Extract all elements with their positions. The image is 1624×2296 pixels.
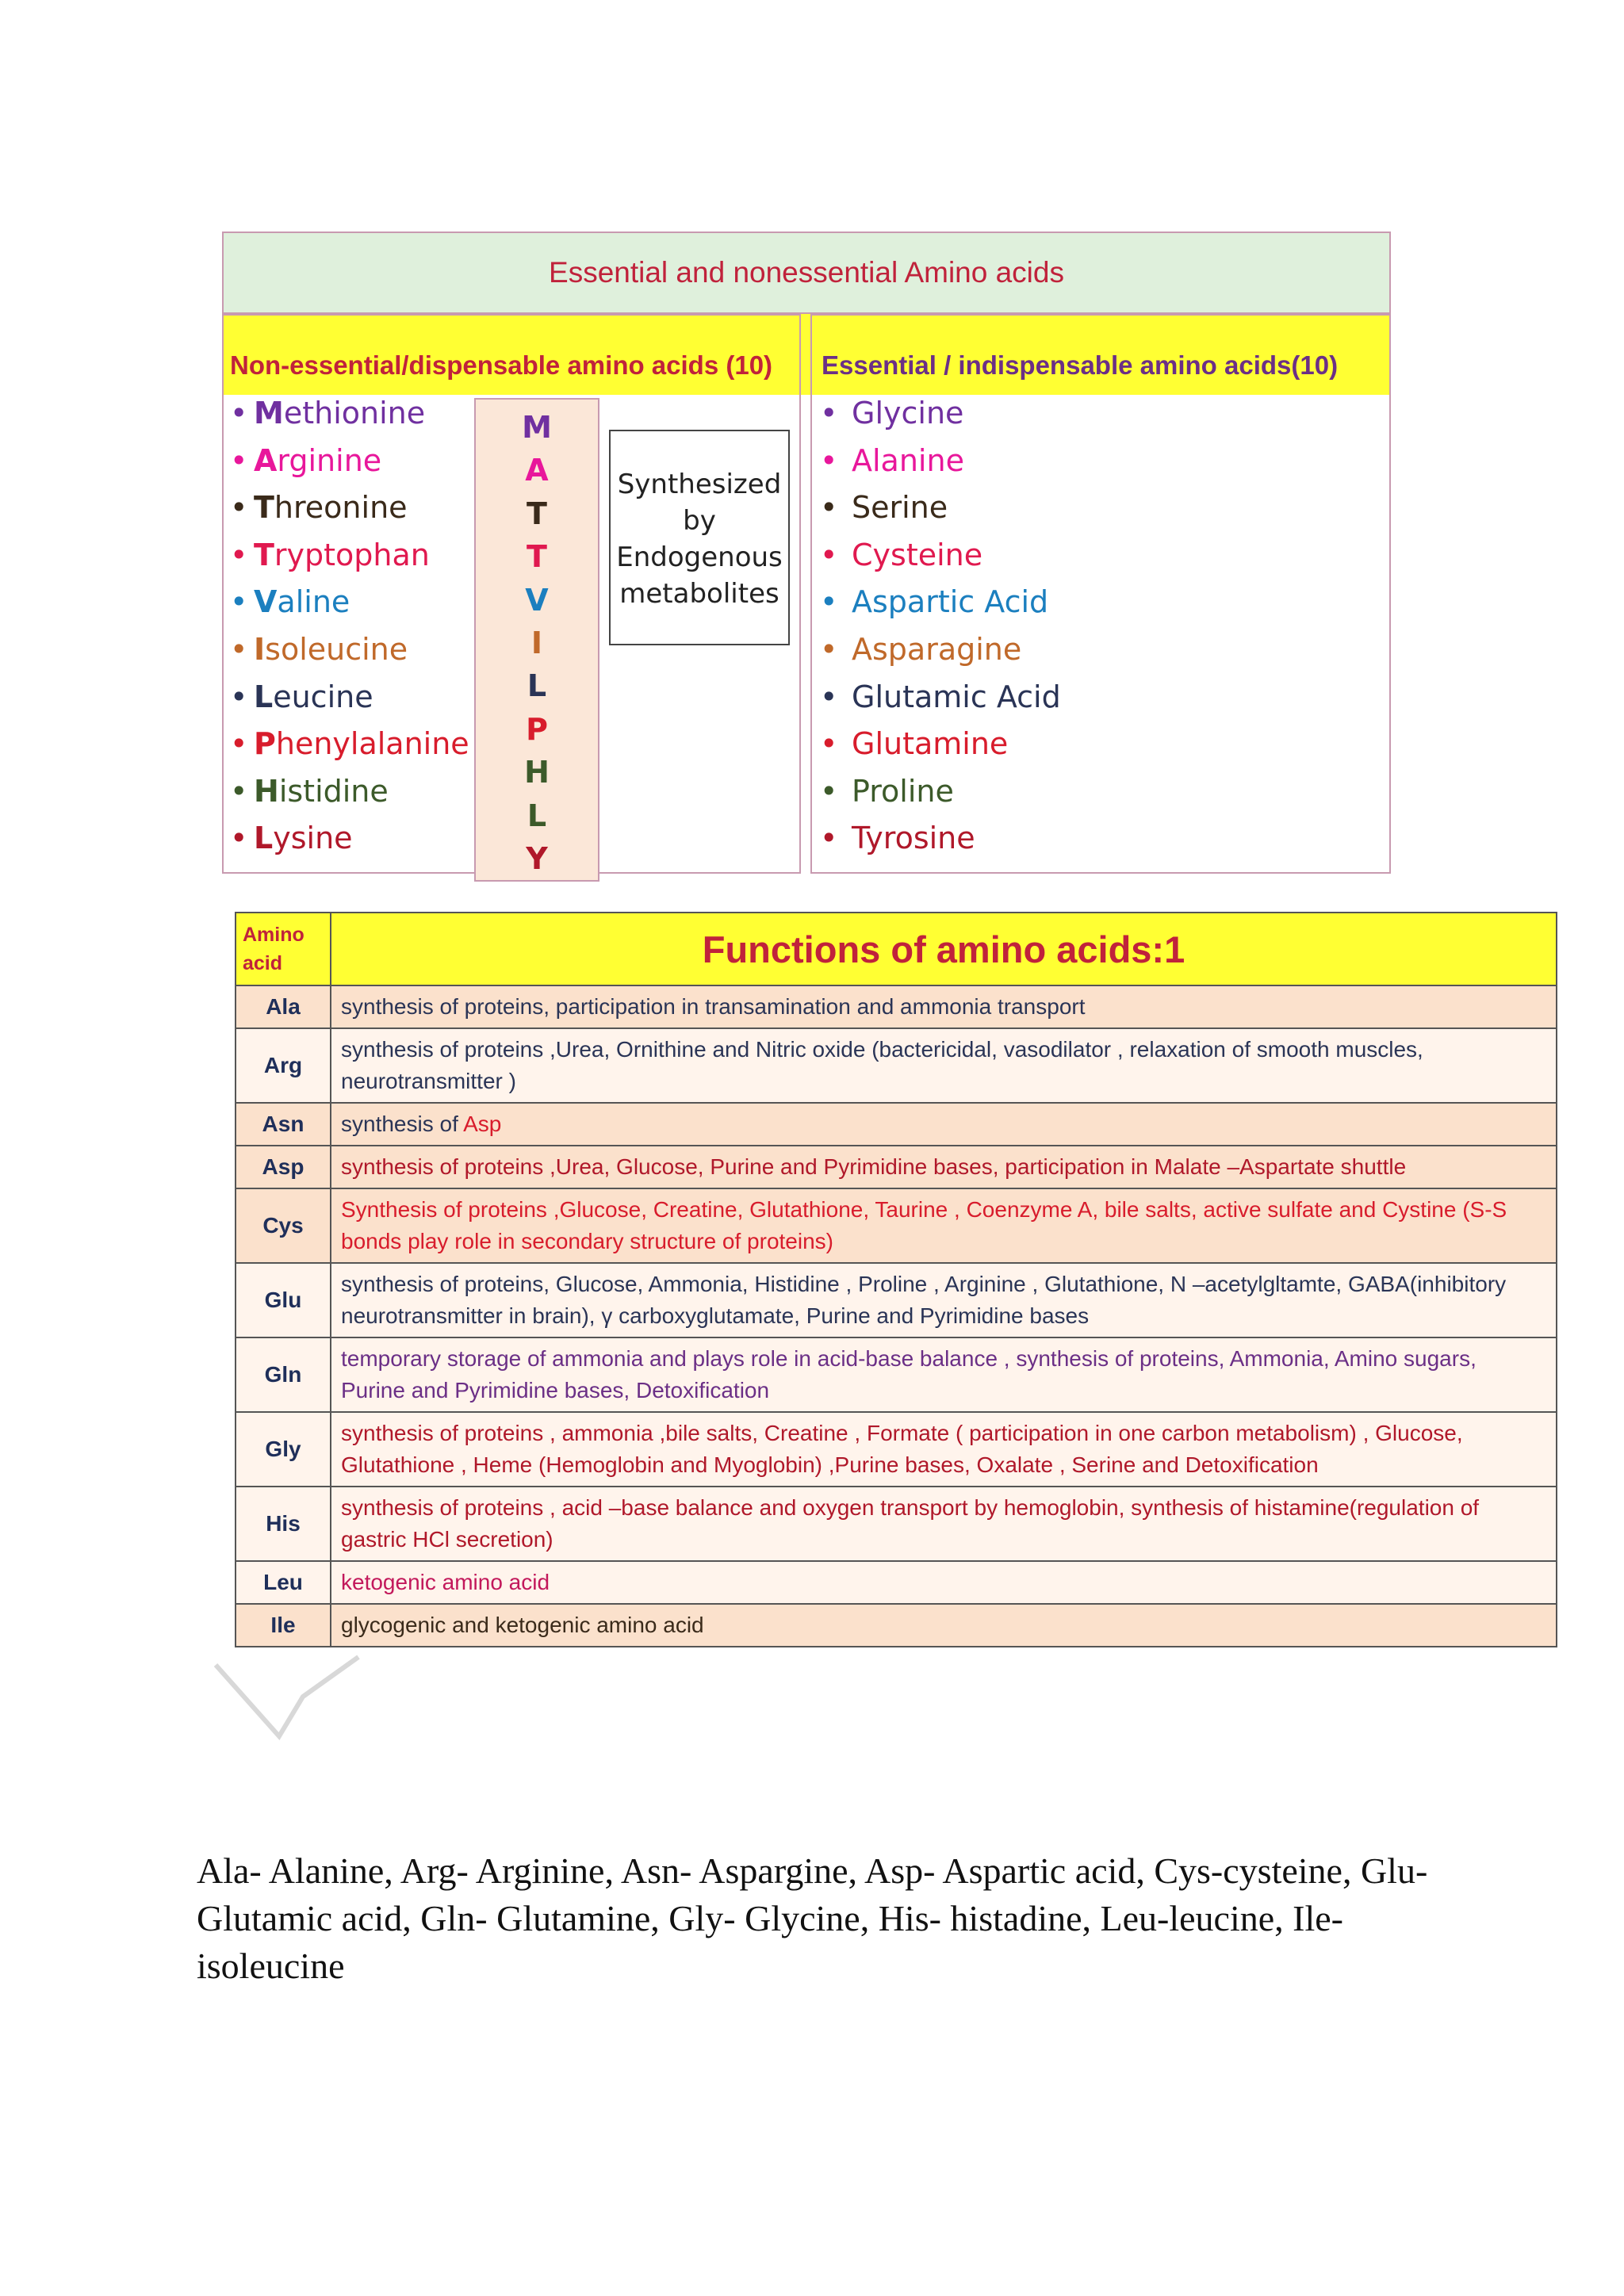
mnemonic-letter: M: [522, 410, 552, 445]
note-line: Synthesized: [617, 469, 782, 500]
table-row: [236, 1412, 1557, 1487]
table-row: [236, 1263, 1557, 1337]
figure-title: Essential and nonessential Amino acids: [222, 232, 1391, 314]
function-cell: synthesis of proteins, Glucose, Ammonia, Histidine , Proline , Arginine , Glutathione, N –acetylgltamte, GABA(inhibitory neurotransmitter in brain), γ carboxyglutamate, Purine and Pyrimidine bases: [331, 1263, 1557, 1337]
table-row: [236, 1103, 1557, 1146]
abbr-cell: Ile: [236, 1604, 331, 1647]
abbr-cell: Gln: [236, 1337, 331, 1412]
watermark-mark: [208, 1649, 366, 1744]
abbr-cell: Glu: [236, 1263, 331, 1337]
abbr-cell: Ala: [236, 985, 331, 1028]
function-cell: synthesis of Asp: [331, 1103, 1557, 1146]
abbr-cell: Leu: [236, 1561, 331, 1604]
mnemonic-column: [474, 398, 599, 882]
accent-text: Asp: [463, 1112, 502, 1136]
list-item: • Leucine: [230, 679, 373, 714]
nonessential-header: Non-essential/dispensable amino acids (10): [230, 350, 773, 380]
table-row: [236, 985, 1557, 1028]
note-line: metabolites: [619, 578, 779, 610]
mnemonic-letter: T: [527, 539, 547, 575]
function-cell: synthesis of proteins , ammonia ,bile salts, Creatine , Formate ( participation in one carbon metabolism) , Glucose, Glutathione , Heme (Hemoglobin and Myoglobin) ,Purine bases, Oxalate , Serine and Detoxification: [331, 1412, 1557, 1487]
nonessential-list: [230, 390, 469, 863]
note-line: by: [683, 505, 716, 537]
list-item: • Histidine: [230, 773, 389, 809]
function-cell: ketogenic amino acid: [331, 1561, 1557, 1604]
list-item: • Serine: [820, 490, 948, 526]
table-row: [236, 1028, 1557, 1103]
table-row: [236, 1487, 1557, 1561]
table-row: [236, 1188, 1557, 1263]
synthesized-note: [609, 430, 790, 645]
mnemonic-letter: H: [524, 755, 550, 790]
mnemonic-letter: Y: [526, 841, 548, 877]
list-item: • Glutamine: [820, 726, 1009, 762]
list-item: • Asparagine: [820, 631, 1022, 667]
mnemonic-letter: I: [530, 626, 543, 661]
function-cell: glycogenic and ketogenic amino acid: [331, 1604, 1557, 1647]
amino-acid-column-header: Amino acid: [236, 913, 331, 985]
abbr-cell: Gly: [236, 1412, 331, 1487]
function-cell: synthesis of proteins, participation in transamination and ammonia transport: [331, 985, 1557, 1028]
abbr-cell: Asp: [236, 1146, 331, 1188]
mnemonic-letter: L: [527, 668, 547, 704]
list-item: • Tryptophan: [230, 537, 430, 572]
table-row: [236, 1561, 1557, 1604]
list-item: • Threonine: [230, 490, 408, 526]
list-item: • Alanine: [820, 442, 964, 478]
amino-acids-figure: [222, 232, 1392, 877]
mnemonic-letter: V: [525, 582, 549, 618]
mnemonic-letter: L: [527, 798, 547, 833]
abbreviations-footnote: Ala- Alanine, Arg- Arginine, Asn- Aspargine, Asp- Aspartic acid, Cys-cysteine, Glu- Glutamic acid, Gln- Glutamine, Gly- Glycine, His- histadine, Leu-leucine, Ile- isoleucine: [197, 1850, 1428, 1986]
list-item: • Glycine: [820, 396, 964, 430]
functions-title: Functions of amino acids:1: [331, 913, 1557, 985]
list-item: • Methionine: [230, 396, 426, 430]
list-item: • Aspartic Acid: [820, 584, 1049, 620]
abbr-cell: His: [236, 1487, 331, 1561]
list-item: • Proline: [820, 773, 954, 809]
list-item: • Valine: [230, 584, 350, 620]
function-cell: synthesis of proteins ,Urea, Glucose, Purine and Pyrimidine bases, participation in Malate –Aspartate shuttle: [331, 1146, 1557, 1188]
function-cell: synthesis of proteins , acid –base balance and oxygen transport by hemoglobin, synthesis of histamine(regulation of gastric HCl secretion): [331, 1487, 1557, 1561]
list-item: • Lysine: [230, 821, 353, 856]
abbr-cell: Arg: [236, 1028, 331, 1103]
mnemonic-letter: A: [525, 453, 549, 488]
function-cell: Synthesis of proteins ,Glucose, Creatine, Glutathione, Taurine , Coenzyme A, bile salts, active sulfate and Cystine (S-S bonds play role in secondary structure of proteins): [331, 1188, 1557, 1263]
mnemonic-letter: P: [526, 711, 548, 747]
essential-header: Essential / indispensable amino acids(10): [822, 350, 1339, 380]
table-header-row: [236, 913, 1557, 985]
abbr-cell: Asn: [236, 1103, 331, 1146]
list-item: • Isoleucine: [230, 631, 408, 667]
functions-table: [235, 912, 1557, 1647]
list-item: • Phenylalanine: [230, 726, 469, 762]
list-item: • Arginine: [230, 442, 382, 478]
list-item: • Tyrosine: [820, 821, 975, 856]
essential-list: [820, 390, 1061, 863]
abbr-cell: Cys: [236, 1188, 331, 1263]
mnemonic-letter: T: [527, 496, 547, 531]
table-row: [236, 1146, 1557, 1188]
table-row: [236, 1604, 1557, 1647]
list-item: • Glutamic Acid: [820, 679, 1061, 714]
list-item: • Cysteine: [820, 537, 983, 572]
note-line: Endogenous: [616, 541, 783, 573]
function-cell: temporary storage of ammonia and plays role in acid-base balance , synthesis of proteins, Ammonia, Amino sugars, Purine and Pyrimidine bases, Detoxification: [331, 1337, 1557, 1412]
table-row: [236, 1337, 1557, 1412]
function-cell: synthesis of proteins ,Urea, Ornithine and Nitric oxide (bactericidal, vasodilator , relaxation of smooth muscles, neurotransmitter ): [331, 1028, 1557, 1103]
